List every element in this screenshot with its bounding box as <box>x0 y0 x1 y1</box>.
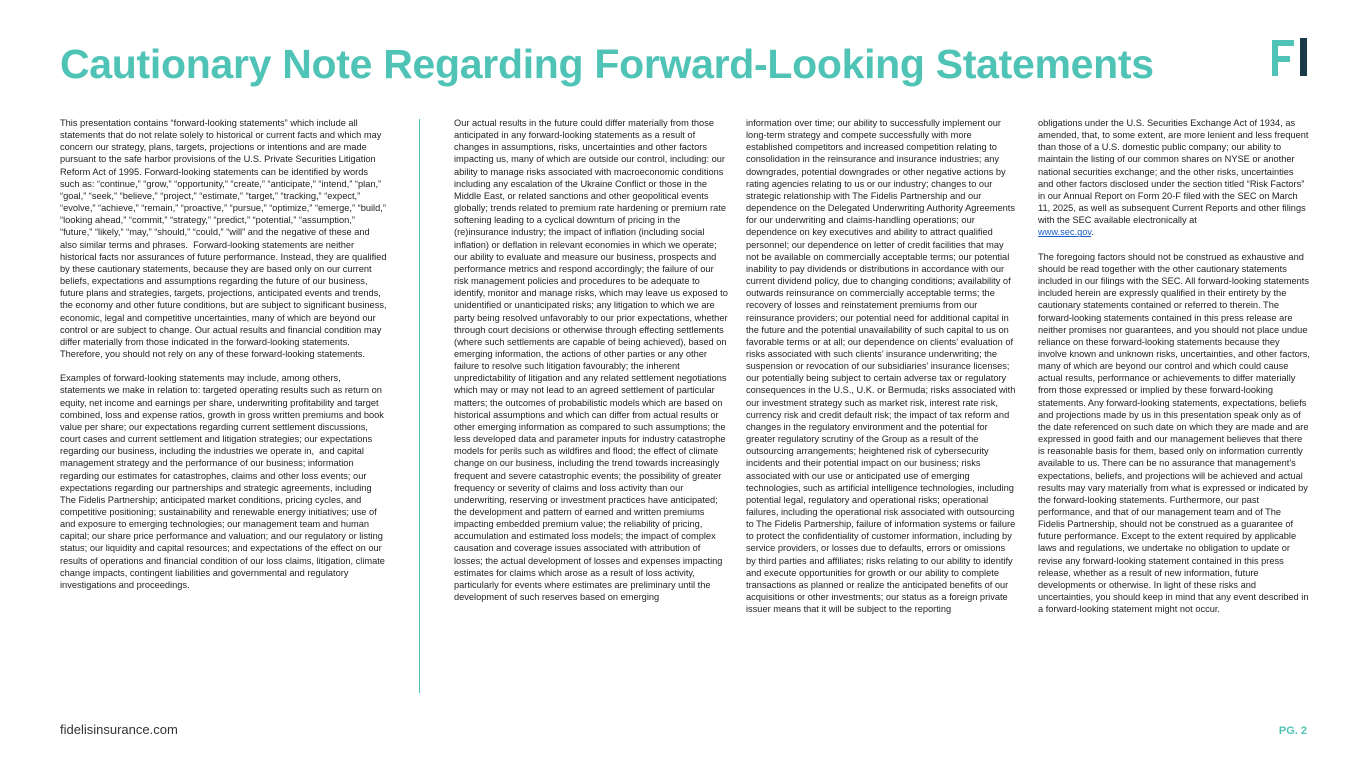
disclaimer-column-1: This presentation contains “forward-looking statements” which include all statements that do not relate solely to historical or current facts and which may concern our strategy, plans, targets, projections or intentions and are made pursuant to the safe harbor provisions of the U.S. Private Securities Litigation Reform Act of 1995. Forward-looking statements can be identified by words such as: “continue,” “grow,” “opportunity,” “create,” “anticipate,” “intend,” “plan,” “goal,” “seek,” “believe,” “project,” “estimate,” “target,” “tracking,” “expect,” “evolve,” “achieve,” “remain,” “proactive,” “pursue,” “optimize,” “emerge,” “build,” “looking ahead,” “commit,” “strategy,” “predict,” “potential,” “assumption,” “future,” “likely,” “may,” “should,” “could,” “will” and the negative of these and also similar terms and phrases. Forward-looking statements are neither historical facts nor assurances of future performance. Instead, they are qualified by these cautionary statements, because they are based only on our current beliefs, expectations and assumptions regarding the future of our business, future plans and strategies, targets, projections, anticipated events and trends, the economy and other future conditions, but are subject to significant business, economic, legal and competitive uncertainties, many of which are beyond our control or are subject to change. Our actual results and financial condition may differ materially from those indicated in the forward-looking statements. Therefore, you should not rely on any of these forward-looking statements. Examples of forward-looking statements may include, among others, statements we make in relation to: targeted operating results such as return on equity, net income and earnings per share, underwriting profitability and target combined, loss and expense ratios, growth in gross written premiums and book value per share; our expectations regarding current settlement discussions, court cases and current settlement and litigation strategies; our expectations regarding our business, including the industries we operate in, and capital management strategy and the performance of our business; information regarding our estimates for catastrophes, claims and other loss events; our expectations regarding our partnerships and strategic agreements, including The Fidelis Partnership; anticipated market conditions, pricing cycles, and competitive positioning; sustainability and renewable energy initiatives; use of and exposure to emerging technologies; our management team and human capital; our share price performance and valuation; and our regulatory or listing status; our liquidity and capital resources; and expectations of the effect on our results of operations and financial condition of our loss claims, litigation, climate change impacts, contingent liabilities and governmental and regulatory investigations and proceedings. <box>60 118 387 590</box>
column-4-body: . The foregoing factors should not be construed as exhaustive and should be read together with the other cautionary statements included in our filings with the SEC. All forward-looking statements included herein are expressly qualified in their entirety by the cautionary statements contained or referred to therein. The forward-looking statements contained in this press release are neither promises nor guarantees, and you should not place undue reliance on these forward-looking statements because they involve known and unknown risks, uncertainties, and other factors, many of which are beyond our control and which could cause actual results, performance or achievements to differ materially from those expressed or implied by these forward-looking statements. Any forward-looking statements, expectations, beliefs and projections made by us in this presentation speak only as of the date referenced on such date on which they are made and are expressed in good faith and our management believes that there is reasonable basis for them, based only on information currently available to us. There can be no assurance that management’s expectations, beliefs, and projections will be achieved and actual results may vary materially from what is expressed or indicated by the forward-looking statements. Furthermore, our past performance, and that of our management team and of The Fidelis Partnership, should not be construed as a guarantee of future performance. Except to the extent required by applicable laws and regulations, we undertake no obligation to update or revise any forward-looking statement contained in this press release, whether as a result of new information, future developments or otherwise. In light of these risks and uncertainties, you should keep in mind that any event described in a forward-looking statement might not occur. <box>1038 227 1310 615</box>
sec-website-link[interactable]: www.sec.gov <box>1038 227 1092 238</box>
fidelis-logo-icon <box>1272 38 1308 76</box>
footer-website: fidelisinsurance.com <box>60 722 178 737</box>
column-4-intro: obligations under the U.S. Securities Exchange Act of 1934, as amended, that, to some extent, are more lenient and less frequent than those of a U.S. domestic public company; our ability to maintain the listing of our common shares on NYSE or another national securities exchange; and the other risks, uncertainties and other factors disclosed under the section titled “Risk Factors” in our Annual Report on Form 20-F filed with the SEC on March 11, 2025, as well as subsequent Current Reports and other filings with the SEC available electronically at <box>1038 118 1309 226</box>
disclaimer-column-2: Our actual results in the future could differ materially from those anticipated in any forward-looking statements as a result of changes in assumptions, risks, uncertainties and other factors impacting us, many of which are outside our control, including: our ability to manage risks associated with macroeconomic conditions including any escalation of the Ukraine Conflict or those in the Middle East, or related sanctions and other geopolitical events globally; trends related to premium rate hardening or premium rate softening leading to a cyclical downturn of pricing in the (re)insurance industry; the impact of inflation (including social inflation) or deflation in relevant economies in which we operate; our ability to evaluate and measure our business, prospects and performance metrics and respond accordingly; the failure of our risk management policies and procedures to be adequate to identify, monitor and manage risks, which may leave us exposed to unidentified or unanticipated risks; any litigation to which we are party being resolved unfavorably to our prior expectations, whether through court decisions or otherwise through effecting settlements (where such settlements are capable of being achieved), based on emerging information, the actions of other parties or any other failure to resolve such litigation favourably; the inherent unpredictability of litigation and any related settlement negotiations which may or may not lead to an agreed settlement of particular matters; the outcomes of probabilistic models which are based on historical assumptions and which can differ from actual results or other emerging information as compared to such assumptions; the less developed data and parameter inputs for industry catastrophe models for perils such as wildfires and flood; the effect of climate change on our business, including the trend towards increasingly frequent and severe catastrophic events; the possibility of greater frequency or severity of claims and loss activity than our underwriting, reserving or investment practices have anticipated; the development and pattern of earned and written premiums impacting embedded premium value; the reliability of pricing, accumulation and estimated loss models; the impact of complex causation and coverage issues associated with attribution of losses; the actual development of losses and expenses impacting estimates for claims which arose as a result of loss activity, particularly for events where estimates are preliminary until the development of such reserves based on emerging <box>454 118 731 603</box>
page-title: Cautionary Note Regarding Forward-Looking Statements <box>60 41 1154 87</box>
disclaimer-column-4 <box>1038 117 1310 615</box>
page-number: PG. 2 <box>1278 725 1307 737</box>
column-divider <box>419 119 420 693</box>
disclaimer-column-3: information over time; our ability to successfully implement our long-term strategy and compete successfully with more established competitors and increased competition relating to consolidation in the reinsurance and insurance industries; any downgrades, potential downgrades or other negative actions by rating agencies relating to us or our industry; changes to our strategic relationship with The Fidelis Partnership and our dependence on the Delegated Underwriting Authority Agreements for our underwriting and claims-handling operations; our dependence on key executives and ability to attract qualified personnel; our dependence on letter of credit facilities that may not be available on commercially acceptable terms; our potential inability to pay dividends or distributions in accordance with our current dividend policy, due to changing conditions; availability of outwards reinsurance on commercially acceptable terms; the recovery of losses and reinstatement premiums from our reinsurance providers; our potential need for additional capital in the future and the potential unavailability of such capital to us on favorable terms or at all; our dependence on clients’ evaluation of risks associated with such clients’ insurance underwriting; the suspension or revocation of our subsidiaries’ insurance licenses; our potentially being subject to certain adverse tax or regulatory consequences in the U.S., U.K. or Bermuda; risks associated with our investment strategy such as market risk, interest rate risk, currency risk and credit default risk; the impact of tax reform and changes in the regulatory environment and the potential for greater regulatory scrutiny of the Group as a result of the outsourcing arrangements; heightened risk of cybersecurity incidents and their potential impact on our business; risks associated with our use or anticipated use of emerging technologies, such as artificial intelligence technologies, including potential legal, regulatory and operational risks; operational failures, including the operational risk associated with outsourcing to The Fidelis Partnership, failure of information systems or failure to protect the confidentiality of customer information, including by service providers, or losses due to defaults, errors or omissions by third parties and affiliates; risks relating to our ability to identify and execute opportunities for growth or our ability to complete transactions as planned or realize the anticipated benefits of our acquisitions or other investments; our status as a foreign private issuer means that it will be subject to the reporting <box>746 118 1018 615</box>
